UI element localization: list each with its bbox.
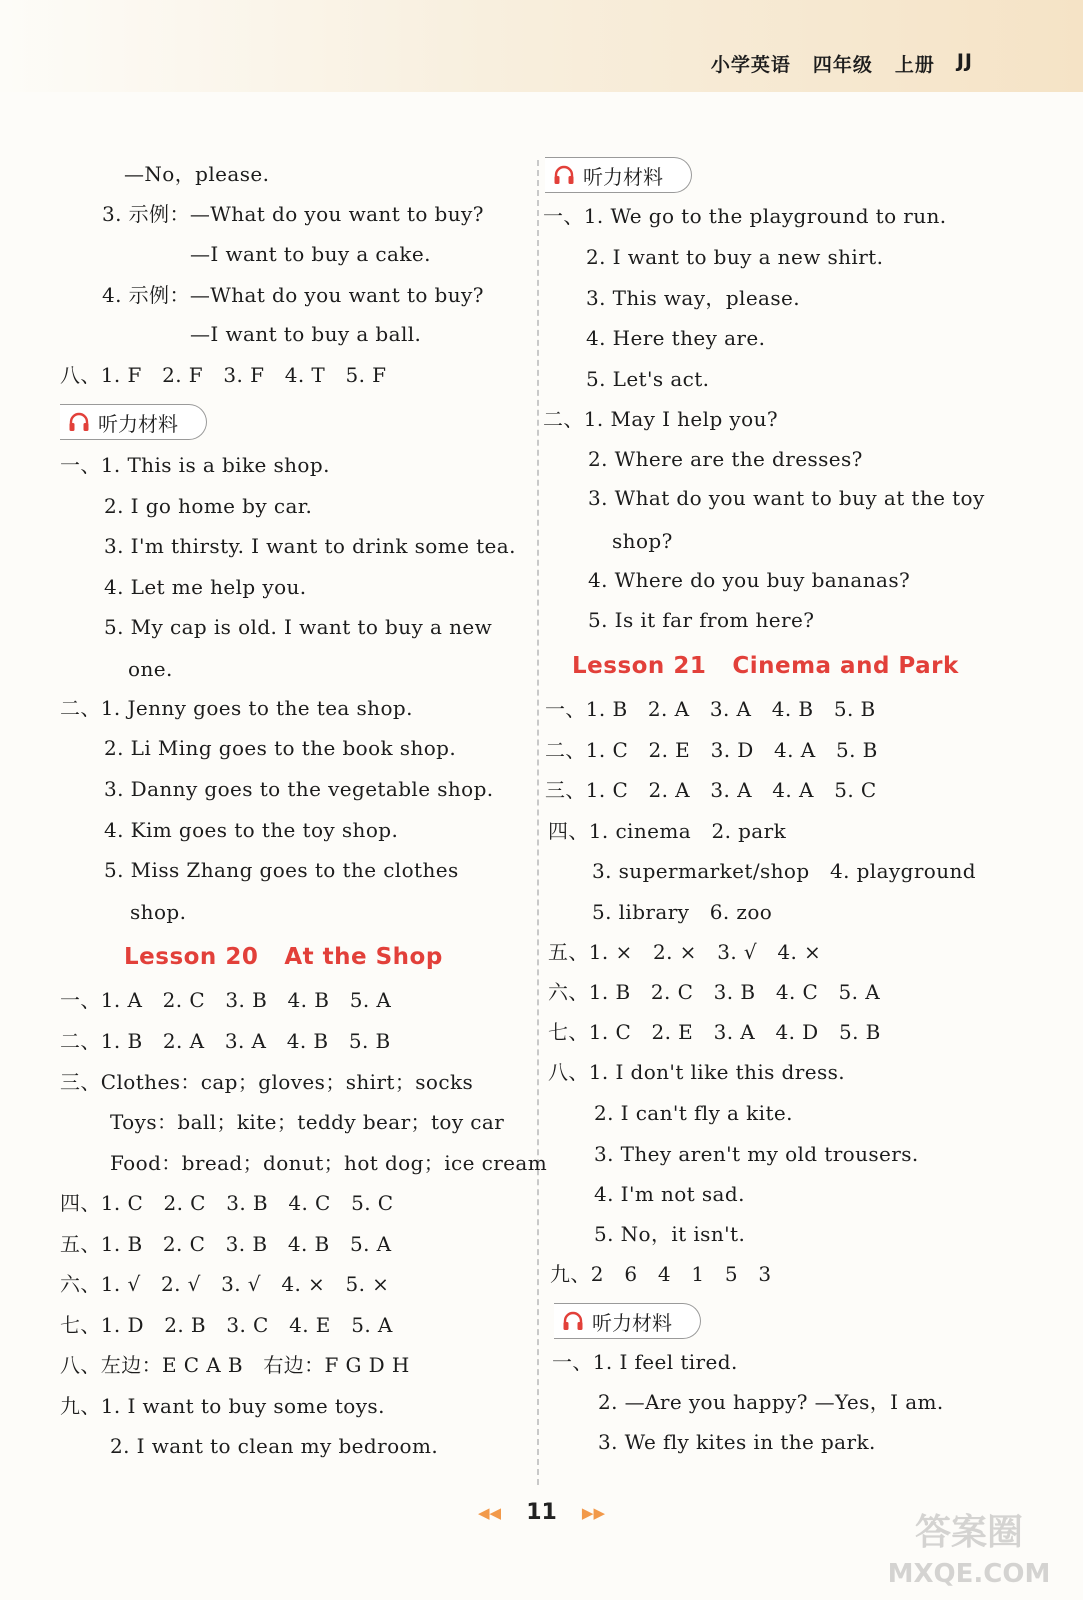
tag-label: 听力材料 <box>583 164 663 189</box>
answer-line: 三、Clothes：cap；gloves；shirt；socks <box>60 1070 474 1094</box>
answer-line: 5. No，it isn't. <box>594 1222 746 1246</box>
answer-line: 四、1. cinema 2. park <box>548 819 787 843</box>
headphones-icon <box>553 165 575 185</box>
answer-line: one. <box>128 657 173 681</box>
answer-line: 2. Where are the dresses? <box>588 447 863 471</box>
answer-line: —I want to buy a ball. <box>190 322 422 346</box>
header-grade: 四年级 <box>812 54 873 76</box>
answer-line: 5. library 6. zoo <box>592 900 773 924</box>
lesson-title: Cinema and Park <box>732 653 959 679</box>
watermark-line1: 答案圈 <box>914 1512 1024 1553</box>
answer-line: Food：bread；donut；hot dog；ice cream <box>110 1151 548 1175</box>
answer-line: 5. Is it far from here? <box>588 608 815 632</box>
answer-line: 四、1. C 2. C 3. B 4. C 5. C <box>60 1191 394 1215</box>
lesson-heading <box>572 653 959 679</box>
headphones-icon <box>68 412 90 432</box>
answer-line: 5. My cap is old. I want to buy a new <box>104 615 493 639</box>
answer-line: 九、2 6 4 1 5 3 <box>550 1262 772 1286</box>
answer-line: 2. Li Ming goes to the book shop. <box>104 736 457 760</box>
answer-line: 4. 示例：—What do you want to buy? <box>102 283 484 307</box>
answer-line: 六、1. √ 2. √ 3. √ 4. × 5. × <box>60 1272 390 1296</box>
answer-line: shop. <box>130 900 187 924</box>
answer-line: 3. What do you want to buy at the toy <box>588 486 985 510</box>
header-edition: JJ <box>956 50 973 72</box>
answer-line: 五、1. × 2. × 3. √ 4. × <box>548 940 822 964</box>
answer-line: 二、1. C 2. E 3. D 4. A 5. B <box>545 738 878 762</box>
lesson-title: At the Shop <box>284 944 443 970</box>
answer-line: —I want to buy a cake. <box>190 242 431 266</box>
answer-line: 一、1. We go to the playground to run. <box>543 204 947 228</box>
answer-line: 3. Danny goes to the vegetable shop. <box>104 777 494 801</box>
header-volume: 上册 <box>894 54 935 76</box>
answer-line: 五、1. B 2. C 3. B 4. B 5. A <box>60 1232 392 1256</box>
answer-line: 二、1. Jenny goes to the tea shop. <box>60 696 413 720</box>
answer-line: 八、1. F 2. F 3. F 4. T 5. F <box>60 363 387 387</box>
listening-material-tag <box>554 1303 701 1339</box>
watermark-logo <box>869 1502 1069 1592</box>
tag-label: 听力材料 <box>592 1310 672 1335</box>
answer-line: 二、1. May I help you? <box>543 407 778 431</box>
answer-line: 一、1. A 2. C 3. B 4. B 5. A <box>60 988 392 1012</box>
listening-material-tag <box>60 404 207 440</box>
next-arrow-icon: ▶▶ <box>581 1503 605 1522</box>
answer-line: shop? <box>612 529 673 553</box>
answer-line: 八、1. I don't like this dress. <box>548 1060 846 1084</box>
watermark-line2: MXQE.COM <box>887 1559 1051 1589</box>
header-band <box>0 0 1083 92</box>
answer-line: 一、1. B 2. A 3. A 4. B 5. B <box>545 697 876 721</box>
answer-line: —No，please. <box>124 162 270 186</box>
answer-line: 4. Let me help you. <box>104 575 307 599</box>
answer-line: 3. They aren't my old trousers. <box>594 1142 919 1166</box>
lesson-number: Lesson 20 <box>124 944 259 970</box>
answer-line: 2. I want to clean my bedroom. <box>110 1434 439 1458</box>
answer-line: 八、左边：E C A B 右边：F G D H <box>60 1353 410 1377</box>
answer-line: 5. Let's act. <box>586 367 710 391</box>
answer-line: 九、1. I want to buy some toys. <box>60 1394 385 1418</box>
answer-line: 七、1. C 2. E 3. A 4. D 5. B <box>548 1020 881 1044</box>
answer-line: 六、1. B 2. C 3. B 4. C 5. A <box>548 980 881 1004</box>
answer-line: 2. I want to buy a new shirt. <box>586 245 884 269</box>
tag-label: 听力材料 <box>98 411 178 436</box>
answer-line: 七、1. D 2. B 3. C 4. E 5. A <box>60 1313 393 1337</box>
answer-line: 4. Here they are. <box>586 326 766 350</box>
headphones-icon <box>562 1311 584 1331</box>
answer-line: 3. I'm thirsty. I want to drink some tea. <box>104 534 516 558</box>
answer-line: 2. I can't fly a kite. <box>594 1101 793 1125</box>
answer-line: 4. Kim goes to the toy shop. <box>104 818 399 842</box>
answer-line: 一、1. I feel tired. <box>552 1350 738 1374</box>
answer-line: 5. Miss Zhang goes to the clothes <box>104 858 459 882</box>
answer-line: 4. Where do you buy bananas? <box>588 568 911 592</box>
answer-line: 3. This way，please. <box>586 286 801 310</box>
listening-material-tag <box>545 157 692 193</box>
answer-line: 二、1. B 2. A 3. A 4. B 5. B <box>60 1029 391 1053</box>
header-info <box>711 50 973 77</box>
header-subject: 小学英语 <box>710 54 791 76</box>
answer-line: 一、1. This is a bike shop. <box>60 453 330 477</box>
answer-line: 三、1. C 2. A 3. A 4. A 5. C <box>545 778 877 802</box>
answer-line: 3. We fly kites in the park. <box>598 1430 876 1454</box>
lesson-heading <box>124 944 443 970</box>
answer-line: 2. I go home by car. <box>104 494 313 518</box>
answer-line: 2. —Are you happy? —Yes，I am. <box>598 1390 944 1414</box>
page-number: 11 <box>526 1500 557 1525</box>
column-divider <box>537 160 539 1485</box>
answer-line: 3. supermarket/shop 4. playground <box>592 859 976 883</box>
answer-line: 4. I'm not sad. <box>594 1182 745 1206</box>
lesson-number: Lesson 21 <box>572 653 707 679</box>
prev-arrow-icon: ◀◀ <box>478 1503 502 1522</box>
answer-line: Toys：ball；kite；teddy bear；toy car <box>110 1110 505 1134</box>
answer-line: 3. 示例：—What do you want to buy? <box>102 202 484 226</box>
